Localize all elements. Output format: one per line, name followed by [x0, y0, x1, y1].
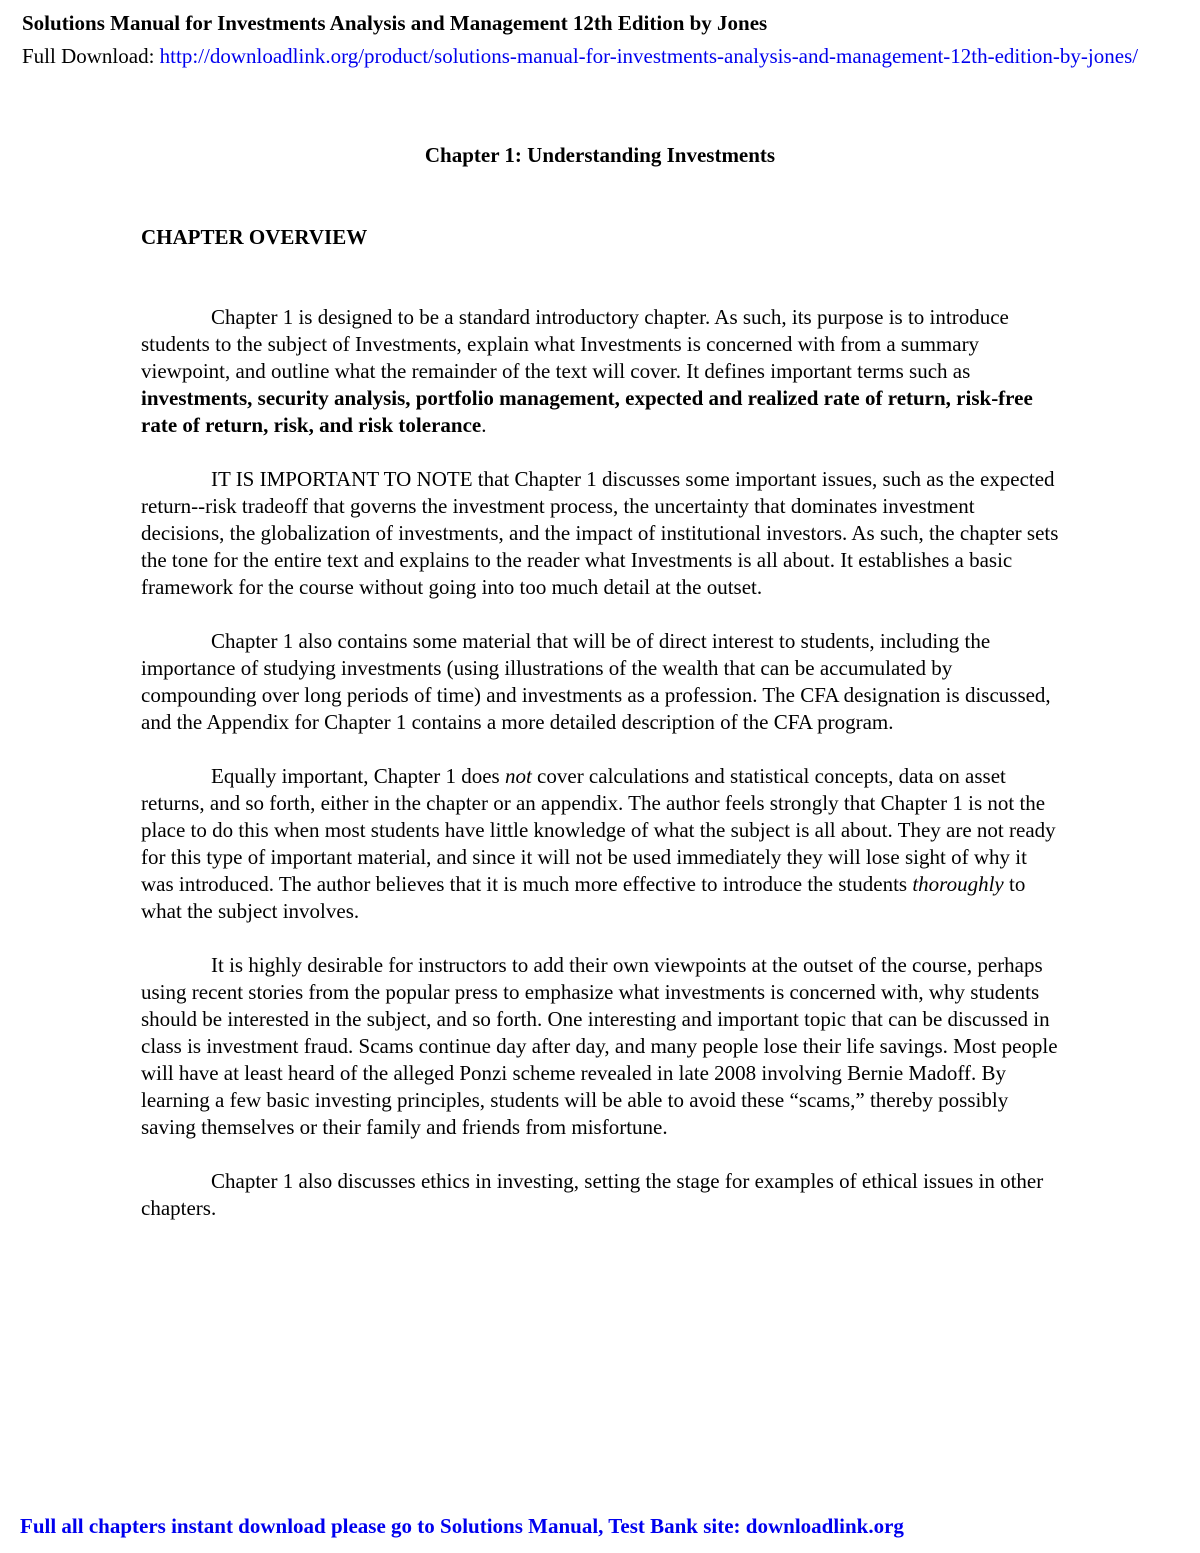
- download-line: [22, 41, 1200, 71]
- paragraph-equally-important-a: Equally important, Chapter 1 does: [211, 764, 505, 788]
- chapter-title: Chapter 1: Understanding Investments: [424, 143, 776, 167]
- paragraph-instructors: It is highly desirable for instructors to add their own viewpoints at the outset of the course, perhaps using recent stories from the popular press to emphasize what investments is concerned with, why students should be interested in the subject, and so forth. One interesting and important topic that can be discussed in class is investment fraud. Scams continue day after day, and many people lose their life savings. Most people will have at least heard of the alleged Ponzi scheme revealed in late 2008 involving Bernie Madoff. By learning a few basic investing principles, students will be able to avoid these “scams,” thereby possibly saving themselves or their family and friends from misfortune.: [141, 953, 1058, 1139]
- emphasis-not: not: [504, 764, 532, 788]
- key-terms: investments, security analysis, portfolio management, expected and realized rate of return, risk-free rate of return, risk, and risk tolerance: [141, 386, 1033, 437]
- document-title: Solutions Manual for Investments Analysis and Management 12th Edition by Jones: [22, 11, 768, 35]
- download-label: Full Download:: [22, 44, 160, 68]
- paragraph-equally-important: [141, 763, 1061, 925]
- paragraph-cfa: Chapter 1 also contains some material that will be of direct interest to students, including the importance of studying investments (using illustrations of the wealth that can be accumulated by compounding over long periods of time) and investments as a profession. The CFA designation is discussed, and the Appendix for Chapter 1 contains a more detailed description of the CFA program.: [141, 629, 1051, 734]
- overview-body: [141, 304, 1061, 1249]
- footer-download-note[interactable]: Full all chapters instant download please go to Solutions Manual, Test Bank site: downloadlink.org: [20, 1514, 904, 1538]
- paragraph-intro: [141, 304, 1061, 439]
- download-link[interactable]: http://downloadlink.org/product/solutions-manual-for-investments-analysis-and-management-12th-edition-by-jones/: [159, 44, 1139, 68]
- chapter-overview-heading: CHAPTER OVERVIEW: [141, 225, 368, 249]
- emphasis-thoroughly: thoroughly: [912, 872, 1004, 896]
- paragraph-intro-text: Chapter 1 is designed to be a standard introductory chapter. As such, its purpose is to introduce students to the subject of Investments, explain what Investments is concerned with from a summary viewpoint, and outline what the remainder of the text will cover. It defines important terms such as: [141, 305, 1009, 383]
- paragraph-intro-end: .: [481, 413, 487, 437]
- page-header: [22, 8, 1200, 71]
- paragraph-important-note: IT IS IMPORTANT TO NOTE that Chapter 1 discusses some important issues, such as the expected return--risk tradeoff that governs the investment process, the uncertainty that dominates investment decisions, the globalization of investments, and the impact of institutional investors. As such, the chapter sets the tone for the entire text and explains to the reader what Investments is all about. It establishes a basic framework for the course without going into too much detail at the outset.: [141, 467, 1059, 599]
- paragraph-equally-important-c: to what the subject involves.: [141, 872, 1026, 923]
- paragraph-ethics: Chapter 1 also discusses ethics in investing, setting the stage for examples of ethical issues in other chapters.: [141, 1169, 1044, 1220]
- paragraph-equally-important-b: cover calculations and statistical concepts, data on asset returns, and so forth, either in the chapter or an appendix. The author feels strongly that Chapter 1 is not the place to do this when most students have little knowledge of what the subject is all about. They are not ready for this type of important material, and since it will not be used immediately they will lose sight of why it was introduced. The author believes that it is much more effective to introduce the students: [141, 764, 1056, 896]
